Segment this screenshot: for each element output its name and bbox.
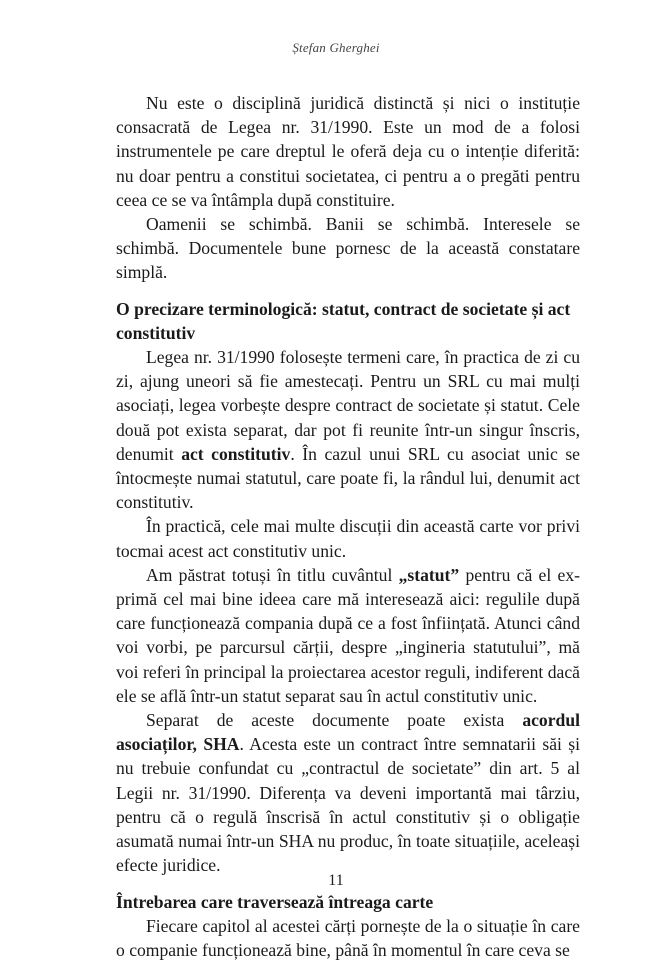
text-run: Separat de aceste documente poate exista: [146, 710, 523, 731]
bold-term: SHA: [203, 734, 240, 755]
paragraph: [116, 563, 580, 708]
paragraph: În practică, cele mai multe discuții din această carte vor privi tocmai acest act constitutiv unic.: [116, 516, 580, 561]
running-header: Ștefan Gherghei: [292, 40, 380, 55]
section-heading: O precizare terminologică: statut, contract de societate și act constitutiv: [116, 298, 571, 343]
text-run: Am păstrat totuși în titlu cuvântul: [146, 564, 399, 585]
bold-term: acordul asociaților,: [116, 710, 580, 755]
paragraph: [116, 708, 580, 877]
paragraph: [116, 345, 580, 514]
bold-term: „statut”: [398, 564, 460, 585]
body-text: [116, 91, 580, 962]
paragraph: Fiecare capitol al acestei cărți pornește de la o situație în care o companie funcționează bine, până în momentul în care ceva se: [116, 915, 580, 960]
section-heading: Întrebarea care traversează întreaga carte: [116, 891, 434, 912]
page-number: 11: [328, 872, 344, 889]
paragraph: Oamenii se schimbă. Banii se schimbă. Interesele se schimbă. Documentele bune pornesc de la această constatare simplă.: [116, 214, 580, 283]
paragraph: Nu este o disciplină juridică distinctă și nici o instituție consacrată de Legea nr. 31/1990. Este un mod de a folosi instrumentele pe care dreptul le oferă deja cu o intenție diferită: nu doar pentru a constitui societatea, ci pentru a o pregăti pentru ceea ce se va întâmpla după constituire.: [116, 93, 580, 210]
text-run: . Acesta este un contract între semnatarii săi și nu trebuie confundat cu „contractul de societate” din art. 5 al Legii nr. 31/1990. Diferența va deveni importantă mai târziu, pentru că o regulă înscrisă în actul constitutiv și o obligație asumată numai într-un SHA nu produc, în toate situațiile, aceleași efecte juridice.: [116, 734, 580, 876]
text-run: pentru că el exprimă cel mai bine ideea care mă interesează aici: regulile după care funcționează compania după ce a fost înființată. Atunci când voi vorbi, pe parcursul cărții, despre „ingineria statutului”, mă voi referi în principal la proiectarea acestor reguli, indiferent dacă ele se află într-un statut separat sau în actul constitutiv unic.: [116, 564, 580, 706]
text-run: Legea nr. 31/1990 folosește termeni care, în practica de zi cu zi, ajung uneori să fie amestecați. Pentru un SRL cu mai mulți asociați, legea vorbește despre contract de societate și statut. Cele două pot exista separat, dar pot fi reunite într-un singur înscris, denumit: [116, 347, 580, 464]
bold-term: act constitutiv: [181, 443, 291, 464]
text-run: . În cazul unui SRL cu asociat unic se întocmește numai statutul, care poate fi, la rândul lui, denumit act constitutiv.: [116, 443, 580, 513]
